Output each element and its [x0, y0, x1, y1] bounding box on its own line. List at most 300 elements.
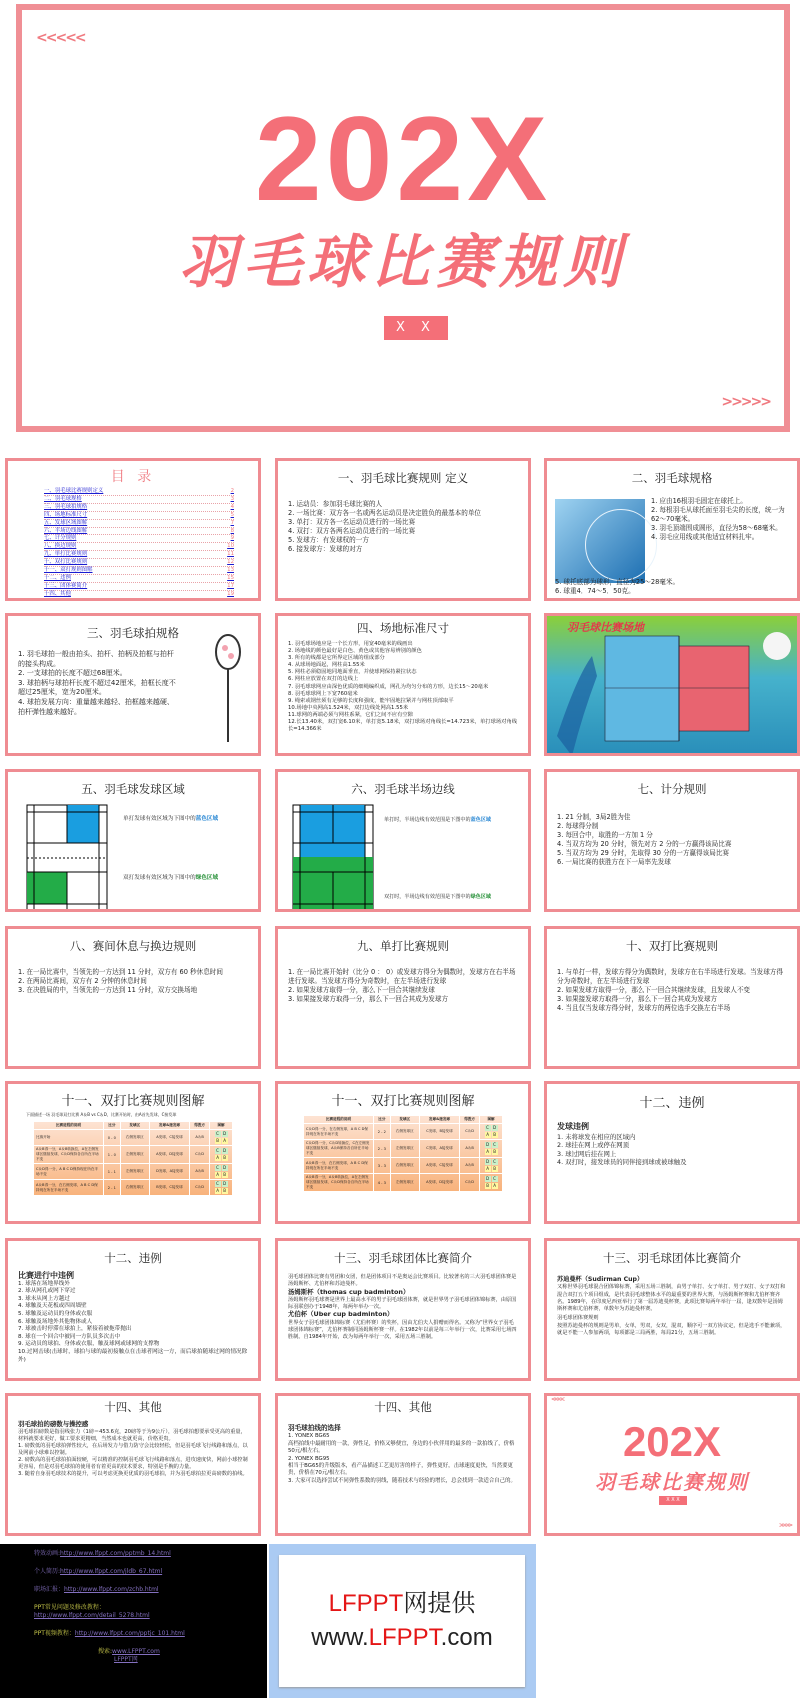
toc-item[interactable] [44, 520, 234, 528]
list-item: 2. 球从网孔或网下穿过 [18, 1288, 76, 1295]
player-cell: D [223, 1131, 227, 1136]
slide-string-choice[interactable] [275, 1393, 531, 1536]
player-cell: C [216, 1131, 219, 1136]
list-item: 5. 球托底部为球形，直径为25～28毫米。 [555, 578, 680, 586]
slide-rally-faults[interactable] [5, 1238, 261, 1381]
slide-title: 四、场地标准尺寸 [357, 621, 449, 635]
list-item: 1. 羽毛球场地应是一个长方形，用宽40毫米的线画出 [288, 641, 413, 647]
ad-link-row [34, 1550, 267, 1558]
player-cell: C [216, 1181, 219, 1186]
position-diagram [480, 1124, 503, 1140]
list-item: 12.长13.40米，双打宽6.10米，单打宽5.18米，双打球场对角线长=14.723米，单打球场对角线长=14.366米 [288, 719, 518, 733]
paragraph: 世界女子羽毛球团体锦标赛（尤伯杯赛）的奖杯，因由尤伯夫人捐赠而得名。又称为“世界女子羽毛球团体锦标赛”，尤伯杯赛制同汤姆斯杯赛一样。在1982年以前是每三年举行一次，比赛采用七场四胜制。自1984年开始，改为每两年举行一次，采用五场三胜制。 [288, 1319, 517, 1341]
list-item: 1. 磅数低的羽毛球拍弹性较大，在后场发力与借力防守会比较轻松，但是羽毛球飞行线路和落点，以及网前小球难以控制。 [18, 1443, 248, 1456]
lfppt-banner [269, 1544, 536, 1698]
table-cell: C＆D [190, 1180, 210, 1196]
toc-item-label: 二、羽毛球规格 [44, 495, 82, 502]
slide-title: 二、羽毛球规格 [631, 471, 713, 485]
player-cell: C [493, 1159, 496, 1164]
table-cell: 2 - 3 [374, 1140, 391, 1158]
ad-link-label: 特效动画: [34, 1550, 61, 1557]
ad-link-label: 个人简历: [34, 1568, 61, 1575]
toc-title: 目 录 [110, 469, 156, 485]
position-diagram [210, 1164, 233, 1180]
paragraph: 按照苏迪曼杯的规则是男单，女单，男双，女双，混双，顺序可一双方协议定，但是选手不能兼项，就是不能一人参加两项，每项都是三局两胜，每局21分，五场三胜制。 [557, 1322, 786, 1337]
slide-service-faults[interactable] [544, 1081, 800, 1224]
toc-item-label: 一、羽毛球比赛规则定义 [44, 488, 104, 494]
player-cell: D [223, 1181, 227, 1186]
toc-item[interactable] [44, 504, 234, 512]
heading-team-rules: 羽毛球团体赛规则 [557, 1315, 599, 1322]
table-cell: A＆B [190, 1164, 210, 1180]
slide-body [8, 968, 258, 995]
toc-item-page: 3 [230, 495, 234, 502]
table-cell: B发球，C接发球 [149, 1180, 189, 1196]
slide-title: 六、羽毛球半场边线 [351, 782, 455, 796]
list-item: 3. 球过网后挂在网上 [557, 1149, 617, 1158]
slide-racket-spec[interactable] [5, 613, 261, 756]
position-diagram [480, 1158, 503, 1174]
heading-uber-cup: 尤伯杯（Uber cup badminton） [288, 1310, 394, 1319]
player-cell: A [486, 1166, 489, 1171]
slide-scoring[interactable] [544, 769, 800, 912]
banner-line-1: LFPPT网提供 [328, 1590, 476, 1617]
slide-title: 八、赛间休息与换边规则 [69, 939, 197, 953]
toc-item-page: 19 [227, 590, 234, 597]
toc-item-page: 17 [227, 582, 234, 589]
slide-body [547, 1276, 797, 1337]
table-row [304, 1158, 503, 1174]
toc-item[interactable] [44, 559, 234, 567]
list-item: 5. 发球方：有发球权的一方 [288, 536, 369, 544]
table-cell: 左侧发球区 [120, 1146, 149, 1164]
table-row [304, 1140, 503, 1158]
list-item: 10.过网击球(击球时，球拍与球的最初接触点在击球者网这一方，而后球拍随球过网的情况除外) [18, 1348, 248, 1363]
toc-item-label: 十、双打比赛规则 [44, 559, 88, 566]
slide-heading: 比赛进行中违例 [18, 1271, 74, 1280]
list-item: 1. 在一局比赛中，当领先的一方达到 11 分时，双方有 60 秒休息时间 [18, 968, 223, 976]
slide-title: 十一、双打比赛规则图解 [61, 1094, 205, 1109]
list-item: 4. 当且仅当发球方得分时，发球方的两位选手交换左右半场 [557, 1004, 731, 1012]
slide-body [547, 813, 797, 867]
table-cell: A发球，C接发球 [149, 1130, 189, 1146]
slide-definition[interactable] [275, 458, 531, 601]
toc-item[interactable] [44, 496, 234, 504]
position-diagram [210, 1180, 233, 1196]
ad-link-label: 职场汇报： [34, 1586, 65, 1593]
slide-toc[interactable] [5, 458, 261, 601]
position-diagram [210, 1130, 233, 1146]
list-item: 3. 所有的线都是它所界定区域的组成部分 [288, 655, 385, 662]
table-cell: 右侧发球区 [120, 1130, 149, 1146]
list-item: 3. 如果接发球方取得一分，那么下一回合其成为发球方 [557, 995, 718, 1003]
doubles-note: 双打发球有效区域为下图中的绿色区域 [123, 875, 219, 881]
list-item: 3. 羽毛顶端围成圆形，直径为58～68毫米。 [651, 524, 782, 532]
list-item: 6. 球触及场地外其他物体或人 [18, 1318, 93, 1325]
list-item: 5. 球触及运动员的身体或衣服 [18, 1310, 93, 1317]
toc-item-label: 十四、其他 [44, 590, 71, 597]
toc-item-page: 9 [230, 535, 234, 542]
table-cell: A＆B [460, 1140, 480, 1158]
list-item: 6. 球重4．74～5．50克。 [555, 587, 635, 595]
slide-lines [288, 1433, 518, 1485]
list-item: 相当于BG65的升级版本，看产品描述工艺更厉害的样子，弹性更好，击球速度更快，当然要更贵，价格在70元/根左右。 [288, 1463, 513, 1477]
list-item: 3. 每回合中，取胜的一方加 1 分 [557, 831, 653, 839]
player-cell: A [486, 1132, 489, 1137]
toc-item[interactable] [44, 551, 234, 559]
list-item: 2. 球挂在网上或停在网顶 [557, 1141, 630, 1150]
table-row [34, 1130, 233, 1146]
player-cell: D [223, 1165, 227, 1170]
slide-court-size[interactable] [275, 613, 531, 756]
list-item: 4. 当双方均为 20 分时，领先对方 2 分的一方赢得该局比赛 [557, 840, 732, 848]
list-item: 1. 运动员：参加羽毛球比赛的人 [288, 500, 383, 508]
list-item: 2. 一支球拍的长度不超过68厘米。 [18, 669, 127, 678]
service-court-diagram [26, 804, 108, 912]
table-header: 比赛进程的说明 [34, 1122, 104, 1130]
player-cell: B [493, 1149, 496, 1154]
closing-author: X X X [659, 1496, 687, 1505]
table-row [34, 1180, 233, 1196]
list-item: 2. 一场比赛：双方各一名或两名运动员是决定胜负的最基本的单位 [288, 509, 482, 517]
list-item: 4. 双打时，接发球员的同伴接到球或被球触及 [557, 1158, 687, 1167]
doubles-table [303, 1115, 503, 1192]
slide-body [278, 641, 528, 733]
list-item: 1. 与单打一样，发球方得分为偶数时，发球方在右半场进行发球。当发球方得分为奇数时，在左半场进行发球 [557, 968, 783, 985]
table-cell: A发球，D接发球 [149, 1146, 189, 1164]
table-cell: A＆B得一分，在右侧发球，A B C D保持现在所在半场不变 [34, 1180, 104, 1196]
slide-title: 十二、违例 [104, 1251, 162, 1265]
paragraph: 汤姆斯杯羽毛球赛是世界上最高水平的男子羽毛球团体赛，就是世界男子羽毛球团体锦标赛，由原国际羽联创办于1948年，每两年举办一次。 [288, 1296, 517, 1311]
list-item: 1. 应由16根羽毛固定在球托上。 [651, 497, 747, 505]
slide-title: 三、羽毛球拍规格 [87, 626, 179, 640]
list-item: 1. 未将球发在相应的区域内 [557, 1132, 636, 1141]
slide-closing[interactable] [544, 1393, 800, 1536]
slide-body [278, 1274, 528, 1342]
toc-item-page: 13 [227, 567, 234, 574]
list-item: 2. 磅数高的羽毛球拍拍面较硬，可以精准的控制羽毛球飞行线路和落点，进攻速度快，网前小球控制更容易，但是对羽毛球拍的使用者有着更高的技术要求，特别是手腕的力量。 [18, 1457, 248, 1470]
position-diagram [480, 1140, 503, 1158]
table-cell: C发球，B接发球 [419, 1124, 459, 1140]
player-cell: D [493, 1125, 497, 1130]
toc-item-label: 四、场地标准尺寸 [44, 511, 88, 518]
slide-body [547, 968, 797, 1013]
search-label: 搜索: [98, 1648, 113, 1655]
table-cell: C＆D [460, 1174, 480, 1192]
slide-body [278, 1425, 528, 1485]
list-item: 3. 随着自身羽毛球技术的提升，可以考虑更换更优质的羽毛球拍，并为羽毛球拍拉更高磅数的拍线。 [18, 1471, 248, 1477]
player-cell: B [216, 1138, 219, 1143]
player-cell: D [223, 1148, 227, 1153]
list-item: 2. 在两局比赛间，双方有 2 分钟的休息时间 [18, 977, 147, 985]
toc-item[interactable] [44, 512, 234, 520]
toc-item-label: 十二、违例 [44, 574, 71, 581]
racket-icon [208, 630, 248, 745]
table-cell: A发球，D接发球 [419, 1174, 459, 1192]
list-item: 4. 双打：双方各两名运动员进行的一场比赛 [288, 527, 416, 535]
toc-item[interactable] [44, 575, 234, 583]
table-cell: A＆B [460, 1158, 480, 1174]
table-header: 发球区 [120, 1122, 149, 1130]
table-header: 发球&接发球 [419, 1116, 459, 1124]
table-cell: 2 - 2 [374, 1124, 391, 1140]
slide-lines [18, 1281, 248, 1365]
table-cell: A＆B得一分，A＆B转换位，A在左侧发球区继续发球，C＆D保持各自所在半场不变 [304, 1174, 374, 1192]
slide-heading: 羽毛球拍的磅数与操控感 [18, 1420, 89, 1428]
list-item: 6. 网柱应放置在双打的边线上 [288, 676, 359, 683]
table-cell: A＆B [190, 1130, 210, 1146]
slide-singles-rules[interactable] [275, 926, 531, 1069]
table-header: 比赛进程的说明 [304, 1116, 374, 1124]
list-item: 2. 每根羽毛从球托面至羽毛尖的长度，统一为62～70毫米。 [651, 506, 785, 523]
slide-half-court[interactable] [275, 769, 531, 912]
list-item: 2. 如果发球方取得一分，那么下一回合其继续发球，且发球人不变 [557, 986, 751, 994]
slide-title: 十四、其他 [104, 1400, 162, 1414]
doubles-note: 双打时，半场边线有效范围是下图中的绿色区域 [384, 894, 491, 900]
ad-link-row [34, 1568, 267, 1576]
toc-item-page: 8 [230, 527, 234, 534]
table-cell: 右侧发球区 [120, 1180, 149, 1196]
toc-item-page: 15 [227, 574, 234, 581]
brand-link[interactable]: LFPPT网 [114, 1656, 138, 1663]
slide-title: 九、单打比赛规则 [357, 939, 449, 953]
table-header: 比分 [104, 1122, 121, 1130]
toc-item-label: 九、单打比赛规则 [44, 551, 88, 558]
paragraph: 又称世界羽毛球混合团体锦标赛，采用五场三胜制，由男子单打、女子单打、男子双打、女子双打和混合双打五个项目组成，是代表羽毛球整体水平的最重要的世界大赛，与汤姆斯杯赛和尤伯杯赛齐名。1989年，在印度尼西亚举行了第一届苏迪曼杯赛，此项比赛每两年举行一届，逢双数年是汤姆斯杯赛和尤伯杯赛，单数年为苏迪曼杯赛。 [557, 1284, 786, 1313]
slide-title: 十三、羽毛球团体比赛简介 [603, 1251, 741, 1265]
cover-subtitle: 羽毛球比赛规则 [178, 230, 627, 295]
singles-note: 单打发球有效区域为下图中的蓝色区域 [123, 816, 219, 822]
position-diagram [480, 1174, 503, 1192]
toc-item-label: 十一、双打规则图解 [44, 567, 93, 574]
table-cell: 4 - 3 [374, 1174, 391, 1192]
player-cell: C [216, 1165, 219, 1170]
list-item: 3. 在决胜局的中，当领先的一方达到 11 分时，双方交换场地 [18, 986, 198, 994]
list-item: 2. 每球得分制 [557, 822, 599, 830]
slide-body [8, 1421, 258, 1478]
slide-title: 十三、羽毛球团体比赛简介 [334, 1251, 472, 1265]
closing-subtitle: 羽毛球比赛规则 [595, 1472, 749, 1494]
slide-team-intro-2[interactable] [544, 1238, 800, 1381]
table-row [34, 1146, 233, 1164]
player-cell: D [486, 1142, 490, 1147]
table-cell: A＆B得一分，A＆B转换位，A在左侧发球区继续发球，C＆D保持各自所在半场不变 [34, 1146, 104, 1164]
paragraph: 羽毛球团体比赛有男团和女团，但是团体项目不是奥运会比赛项目。比较著名的三大羽毛球团体赛是汤姆斯杯、尤伯杯和苏迪曼杯。 [288, 1274, 517, 1288]
list-item: 7. 羽毛球球网应由深色优质的细绳编织成，网孔为均匀分布的方形，边长15～20毫米 [288, 683, 489, 690]
heading-sudirman-cup: 苏迪曼杯（Sudirman Cup） [557, 1276, 644, 1283]
player-cell: A [216, 1172, 219, 1177]
faq-label: PPT常见问题及修改教程： [34, 1604, 105, 1611]
list-item: 2. YONEX BG95 [288, 1455, 330, 1462]
table-cell: 0 - 0 [104, 1130, 121, 1146]
list-item: 3. 单打：双方各一名运动员进行的一场比赛 [288, 518, 416, 526]
list-item: 1. 21 分制，3局2胜为佳 [557, 813, 631, 821]
chevron-right-icon: >>>>> [721, 394, 770, 410]
player-cell: C [486, 1125, 489, 1130]
toc-item-page: 12 [227, 559, 234, 566]
list-item: 8. 羽毛球球网上下宽760毫米 [288, 690, 358, 697]
toc-item-page: 7 [230, 519, 234, 526]
list-item: 4. 球拍发展方向：重量越来越轻、拍框越来越硬、拍杆弹性越来越好。 [18, 697, 174, 716]
table-cell: 1 - 0 [104, 1146, 121, 1164]
list-item: 4. 球触及天花板或四周墙壁 [18, 1303, 87, 1310]
table-cell: 3 - 3 [374, 1158, 391, 1174]
slide-title: 一、羽毛球比赛规则 定义 [337, 471, 469, 485]
list-item: 11.球网的两端必须与网柱系紧，它们之间不应有空隙 [288, 711, 413, 718]
table-header: 得胜方 [460, 1116, 480, 1124]
slide-lines [18, 1429, 248, 1478]
player-cell: A [493, 1183, 496, 1188]
toc-item[interactable] [44, 591, 234, 599]
slide-doubles-rules[interactable] [544, 926, 800, 1069]
toc-item-label: 三、羽毛球拍规格 [44, 503, 88, 510]
list-item: 10.场地中央网高1.524米，双打边线处网高1.55米 [288, 704, 409, 711]
player-cell: B [223, 1155, 226, 1160]
toc-item-label: 五、发球区域图解 [44, 519, 88, 526]
player-cell: B [493, 1166, 496, 1171]
toc-item-page: 4 [230, 503, 234, 510]
table-cell: C＆D [190, 1146, 210, 1164]
heading-thomas-cup: 汤姆斯杯（thomas cup badminton） [288, 1287, 410, 1296]
faq-link[interactable]: http://www.lfppt.com/detail_5278.html [34, 1612, 150, 1619]
table-cell: C＆D得一分，C＆D转换位，C在左侧发球区继续发球，A＆B保持各自所在半场不变 [304, 1140, 374, 1158]
player-cell: C [493, 1176, 496, 1181]
list-item: 2. 如果发球方取得一分，那么下一回合其继续发球 [288, 986, 435, 994]
player-cell: C [216, 1148, 219, 1153]
table-header: 图解 [480, 1116, 503, 1124]
table-cell: 右侧发球区 [390, 1124, 419, 1140]
slide-doubles-diagram-2[interactable] [275, 1081, 531, 1224]
court-image-title: 羽毛球比赛场地 [567, 621, 644, 634]
table-row [304, 1124, 503, 1140]
list-item: 6. 接发球方：发球的对方 [288, 545, 363, 553]
list-item: 5. 网柱必须稳固地同地面垂直，并使球网保持紧拉状态 [288, 669, 417, 676]
player-cell: A [486, 1149, 489, 1154]
list-item: 3. 球未从网上方越过 [18, 1295, 70, 1302]
table-row [34, 1164, 233, 1180]
list-item: 5. 当双方均为 29 分时，先取得 30 分的一方赢得该局比赛 [557, 849, 730, 857]
slide-body [8, 650, 188, 717]
toc-item-label: 十三、团体赛简介 [44, 582, 88, 589]
toc-list [8, 486, 258, 599]
table-cell: 左侧发球区 [390, 1140, 419, 1158]
list-item: 1. 在一局比赛开始时（比分 0 ： 0）或发球方得分为偶数时，发球方在右半场进行发球。当发球方得分为奇数时，在左半场进行发球 [288, 968, 516, 985]
slide-doubles-diagram-1[interactable] [5, 1081, 261, 1224]
toc-item-label: 六、半场边线图解 [44, 527, 88, 534]
slide-title: 十二、违例 [639, 1096, 705, 1111]
cover-slide[interactable] [16, 4, 790, 432]
player-cell: D [486, 1176, 490, 1181]
list-item: 4. 从球场地面起，网柱高1.55米 [288, 662, 365, 669]
video-link[interactable]: http://www.lfppt.com/pptjc_101.html [74, 1630, 185, 1637]
player-cell: D [486, 1159, 490, 1164]
list-item: 3. 大家可以选择尝试不同弹性系数的羽线，随着技术与经验的增长，总会找到一款适合自己的。 [288, 1477, 516, 1484]
table-row [304, 1174, 503, 1192]
shuttlecock-photo [555, 499, 645, 583]
slide-title: 七、计分规则 [637, 782, 707, 796]
toc-item-label: 七、计分规则 [44, 535, 77, 542]
table-cell: 2 - 1 [104, 1180, 121, 1196]
position-diagram [210, 1146, 233, 1164]
ad-link[interactable]: http://www.lfppt.com/zchb.html [64, 1586, 159, 1593]
list-item: 4. 羽毛应用线或其他适宜材料扎牢。 [651, 533, 759, 541]
table-cell: A＆B得一分，在右侧发球，A B C D保持现在所在半场不变 [304, 1158, 374, 1174]
slide-title: 十四、其他 [374, 1400, 432, 1414]
player-cell: B [493, 1132, 496, 1137]
list-item: 2. 场地线的颜色最好是白色、黄色或其他容易辨别的颜色 [288, 648, 422, 655]
list-item: 1. 球落在场地界线外 [18, 1280, 70, 1287]
slide-racket-tension[interactable] [5, 1393, 261, 1536]
player-cell: C [493, 1142, 496, 1147]
table-cell: C＆D [460, 1124, 480, 1140]
toc-item[interactable] [44, 488, 234, 496]
slide-rest-rules[interactable] [5, 926, 261, 1069]
toc-item-page: 2 [230, 488, 234, 494]
toc-item-label: 八、换边规则 [44, 543, 77, 550]
list-item: 1. YONEX BG65 [288, 1433, 330, 1440]
chevron-left-icon: <<<< [551, 1396, 564, 1403]
toc-item-page: 11 [227, 551, 234, 558]
table-header: 发球&接发球 [149, 1122, 189, 1130]
slide-body [547, 1123, 797, 1167]
chevron-right-icon: >>>> [778, 1522, 791, 1529]
cover-author: X X X [384, 316, 448, 340]
slide-service-area[interactable] [5, 769, 261, 912]
list-item: 9. 绳索或钢丝须有足够的长度和强度，能牢固地拉紧并与网柱顶部取平 [288, 697, 454, 704]
slide-lines [557, 1133, 787, 1167]
list-item: 9. 运动员的球拍、身体或衣服，触及球网或球网的支撑物 [18, 1341, 160, 1348]
table-cell: 左侧发球区 [120, 1164, 149, 1180]
ad-link[interactable]: http://www.lfppt.com/jldb_67.html [60, 1568, 163, 1575]
list-item: 8. 球在一个回合中被同一方队员多次击中 [18, 1333, 121, 1340]
table-cell: C＆D得一分，在右侧发球，A B C D保持现在所在半场不变 [304, 1124, 374, 1140]
ad-links-panel [0, 1544, 267, 1698]
table-header: 得胜方 [190, 1122, 210, 1130]
slide-shuttlecock-spec[interactable] [544, 458, 800, 601]
list-item: 3. 如果接发球方取得一分，那么下一回合其成为发球方 [288, 995, 449, 1003]
toc-item[interactable] [44, 567, 234, 575]
table-cell: 左侧发球区 [390, 1174, 419, 1192]
list-item: 3. 球拍柄与球拍杆长度不超过42厘米，拍框长度不超过25厘米，宽为20厘米。 [18, 678, 176, 697]
slide-body [278, 968, 528, 1004]
table-cell: 1 - 1 [104, 1164, 121, 1180]
table-header: 比分 [374, 1116, 391, 1124]
player-cell: B [223, 1188, 226, 1193]
player-cell: B [223, 1172, 226, 1177]
table-cell: A发球，C接发球 [419, 1158, 459, 1174]
toc-item[interactable] [44, 583, 234, 591]
table-intro: 下面描述一场 羽毛球双打比赛 A＆B vs C＆D，比赛开始时，由A首先发球，C接发球 [26, 1112, 177, 1117]
toc-item-page: 10 [227, 543, 234, 550]
slide-heading: 发球违例 [557, 1122, 589, 1131]
table-cell: D发球，A接发球 [149, 1164, 189, 1180]
player-cell: A [216, 1188, 219, 1193]
list-item: 羽毛球拍磅数是指羽线张力（1磅＝453.6克，20磅等于为9公斤），羽毛球拍想要承受更高的重量，材料就要求更好，做工要求更精细，当然成本也就更高，价格更贵。 [18, 1429, 246, 1442]
toc-item-page: 5 [230, 511, 234, 518]
slide-title: 五、羽毛球发球区域 [81, 782, 185, 796]
slide-court-image[interactable] [544, 613, 800, 756]
slide-team-intro-1[interactable] [275, 1238, 531, 1381]
ad-link[interactable]: http://www.lfppt.com/pptmb_14.html [60, 1550, 171, 1557]
closing-title: 202X [622, 1418, 722, 1465]
list-item: 1. 羽毛球拍一般由拍头、拍杆、拍柄及拍框与拍杆的接头构成。 [18, 650, 174, 668]
banner-line-2: www.LFPPT.com [311, 1624, 493, 1651]
list-item: 高档拍线中最耐用的一款，弹性足，价格又够便宜，身边的小伙伴用的最多的一款拍线了，价格50元/根左右。 [288, 1440, 515, 1455]
search-link[interactable]: www.LFPPT.com [112, 1648, 160, 1655]
slide-title: 十一、双打比赛规则图解 [331, 1094, 475, 1109]
slide-heading: 羽毛球拍线的选择 [288, 1424, 341, 1432]
cover-title: 202X [254, 92, 552, 226]
